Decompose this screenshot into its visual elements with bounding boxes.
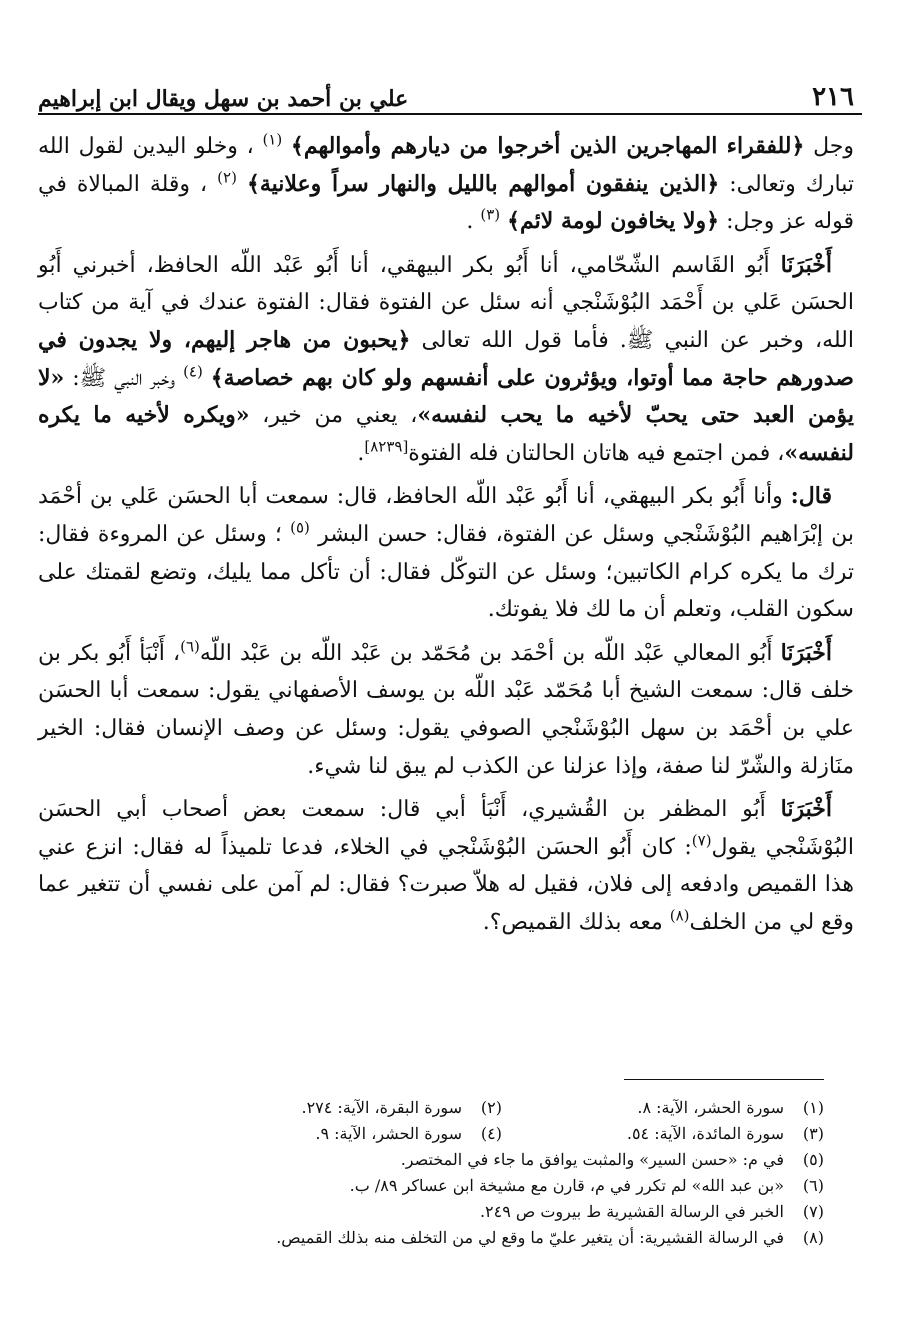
footnote-text: «بن عبد الله» لم تكرر في م، قارن مع مشيخة ابن عساكر ٨٩/ ب. <box>349 1175 784 1195</box>
text-run: معه بذلك القميص؟. <box>482 909 670 935</box>
paragraph-lead: قال: <box>790 483 832 510</box>
paragraph-2 <box>38 247 854 473</box>
text-run: ، يعني من خير، <box>249 403 418 429</box>
running-title: علي بن أحمد بن سهل ويقال ابن إبراهيم <box>38 86 409 112</box>
text-run: ، وخلو اليدين لقول الله تبارك وتعالى: <box>38 134 854 197</box>
footnote-4 <box>180 1124 502 1143</box>
footnote-ref: (٢) <box>217 168 237 187</box>
header-rule <box>38 113 862 115</box>
footnote-number: (٧) <box>802 1201 824 1221</box>
text-run: ، أَنْبَأ أَبُو بكر بن خلف قال: سمعت الشيخ أبا مُحَمّد عَبْد اللّه بن يوسف الأصفهاني يقول: سمعت أبا الحسَن علي بن أحْمَد بن سهل البُوْشَنْجي الصوفي يقول: وسئل عن وصف الإنسان فقال: الخير منَازلة والشّرّ لنا صفة، وإذا عزلنا عن الكذب لم يبق لنا شيء. <box>38 640 854 779</box>
footnote-text: سورة المائدة، الآية: ٥٤. <box>626 1123 784 1143</box>
footnote-number: (٢) <box>480 1097 502 1117</box>
footnote-ref: (٨) <box>669 906 690 925</box>
text-run: ؛ وسئل عن المروءة فقال: ترك ما يكره كرام الكاتبين؛ وسئل عن التوكّل فقال: أن تأكل مما يليك، وتضع لقمتك على سكون القلب، وتعلم أن ما لك فلا يفوتك. <box>38 521 854 623</box>
footnote-number: (٤) <box>480 1123 502 1143</box>
text-run: ، وقلة المبالاة في قوله عز وجل: <box>38 171 854 235</box>
footnote-number: (٦) <box>802 1175 824 1195</box>
footnote-text: سورة الحشر، الآية: ٨. <box>637 1097 784 1117</box>
footnote-number: (٣) <box>802 1123 824 1143</box>
footnote-ref: (١) <box>262 130 283 149</box>
footnote-ref: (٥) <box>290 518 310 537</box>
quran-quote: ﴿يحبون من هاجر إليهم، ولا يجدون في صدورهم حاجة مما أوتوا، ويؤثرون على أنفسهم ولو كان بهم خصاصة﴾ <box>38 326 854 391</box>
hadith-quote: «ويكره لأخيه ما يكره لنفسه» <box>38 402 854 466</box>
footnotes <box>180 1094 824 1250</box>
footnote-row <box>180 1094 824 1120</box>
paragraph-1 <box>38 128 854 241</box>
footnote-row <box>180 1146 824 1172</box>
text-run: . <box>357 440 365 466</box>
footnote-7 <box>180 1202 824 1221</box>
footnote-ref: (٦) <box>180 637 200 656</box>
footnote-text: في الرسالة القشيرية: أن يتغير عليّ ما وقع لي من التخلف منه بذلك القميص. <box>276 1227 784 1247</box>
footnote-text: سورة البقرة، الآية: ٢٧٤. <box>301 1097 462 1117</box>
footnote-row <box>180 1120 824 1146</box>
footnote-ref: (٤) <box>183 362 203 381</box>
footnote-2 <box>180 1098 502 1117</box>
text-run: . <box>466 209 481 235</box>
text-run: وأنا أَبُو بكر البيهقي، أنا أَبُو عَبْد اللّه الحافظ، قال: سمعت أبا الحسَن عَلي بن أحْمَد بن إبْرَاهيم البُوْشَنْجي وسئل عن الفتوة، فقال: حسن البشر <box>38 484 855 547</box>
isnad-lead: أَخْبَرَنَا <box>780 639 832 666</box>
text-run: : كان أَبُو الحسَن البُوْشَنْجي في الخلاء، فدعا تلميذاً له فقال: انزع عني هذا القميص وادفعه إلى فلان، فقيل له هلاّ صبرت؟ فقال: لم آمن على نفسي أن تتغير عما وقع لي من الخلف <box>38 834 854 935</box>
text-run: وجل <box>804 134 854 159</box>
paragraph-4 <box>38 635 854 785</box>
footnote-text: الخبر في الرسالة القشيرية ط بيروت ص ٢٤٩. <box>479 1201 784 1221</box>
footnote-number: (٨) <box>802 1227 824 1247</box>
quran-quote: ﴿للفقراء المهاجرين الذين أخرجوا من ديارهم وأموالهم﴾ <box>290 133 805 159</box>
text-run: أَبُو المظفر بن القُشيري، أَنْبَأ أبي قال: سمعت بعض أصحاب أبي الحسَن البُوْشَنْجي يقول <box>38 797 854 860</box>
text-run: أَبُو القَاسم الشّحّامي، أنا أَبُو بكر البيهقي، أنا أَبُو عَبْد اللّه الحافظ، أخبرني أَبُو الحسَن عَلي بن أَحْمَد البُوْشَنْجي أنه سئل عن الفتوة فقال: الفتوة عندك في آية من كتاب الله، وخبر عن النبي ﷺ. فأما قول الله تعالى <box>38 252 854 353</box>
footnote-ref: (٧) <box>691 831 712 850</box>
text-run: وخبر النبي ﷺ: <box>64 365 184 391</box>
reference-number: [٨٢٣٩] <box>364 437 409 456</box>
footnote-text: سورة الحشر، الآية: ٩. <box>315 1123 462 1143</box>
page-header <box>38 72 854 112</box>
footnote-8 <box>180 1228 824 1247</box>
footnote-ref: (٣) <box>480 205 501 224</box>
footnote-row <box>180 1172 824 1198</box>
main-text <box>38 128 854 947</box>
text-run: أَبُو المعالي عَبْد اللّه بن أحْمَد بن مُحَمّد بن عَبْد اللّه بن عَبْد اللّه <box>199 640 781 666</box>
paragraph-3 <box>38 478 854 628</box>
footnote-5 <box>180 1150 824 1169</box>
page-number: ٢١٦ <box>812 82 854 112</box>
paragraph-5 <box>38 791 854 941</box>
footnote-6 <box>180 1176 824 1195</box>
footnote-text: في م: «حسن السير» والمثبت يوافق ما جاء في المختصر. <box>400 1149 784 1169</box>
isnad-lead: أَخْبَرَنَا <box>780 251 832 278</box>
footnote-number: (١) <box>802 1097 824 1117</box>
footnote-separator <box>624 1079 824 1080</box>
footnote-3 <box>502 1124 824 1143</box>
quran-quote: ﴿ولا يخافون لومة لائم﴾ <box>507 208 720 235</box>
hadith-quote: «لا يؤمن العبد حتى يحبّ لأخيه ما يحب لنفسه» <box>38 364 855 429</box>
footnote-row <box>180 1224 824 1250</box>
isnad-lead: أَخْبَرَنَا <box>780 796 832 823</box>
footnote-1 <box>502 1098 824 1117</box>
quran-quote: ﴿الذين ينفقون أموالهم بالليل والنهار سراً وعلانية﴾ <box>246 170 720 197</box>
text-run: ، فمن اجتمع فيه هاتان الحالتان فله الفتوة <box>408 440 785 466</box>
footnote-number: (٥) <box>802 1149 824 1169</box>
footnote-row <box>180 1198 824 1224</box>
